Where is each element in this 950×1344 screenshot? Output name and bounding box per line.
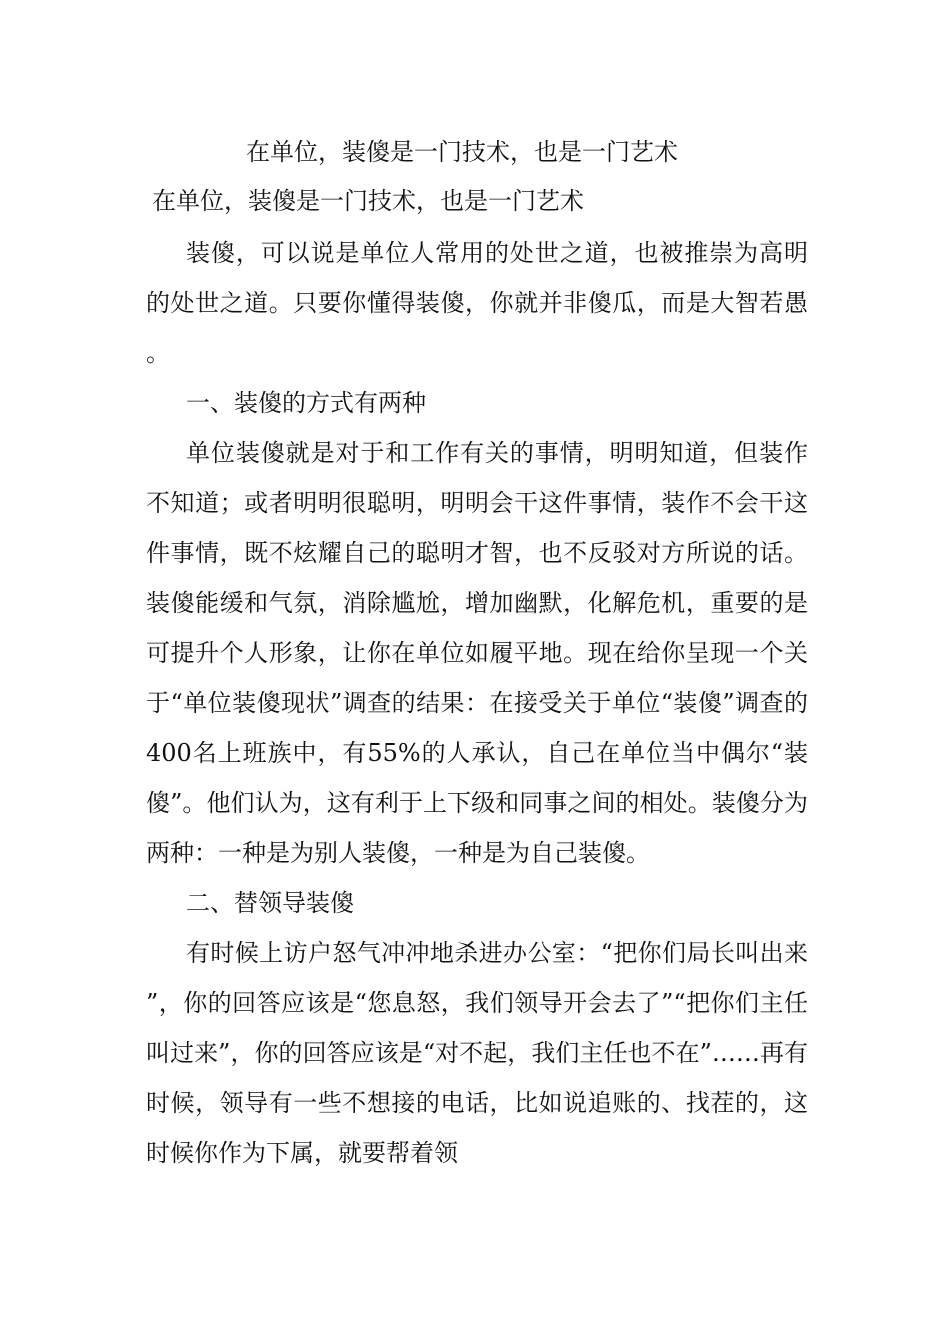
document-body [146, 228, 808, 1178]
section-heading-1: 一、装傻的方式有两种 [186, 389, 426, 417]
section-heading-2: 二、替领导装傻 [186, 889, 354, 917]
document-title: 在单位，装傻是一门技术，也是一门艺术 [246, 138, 678, 166]
section-2-paragraph: 有时候上访户怒气冲冲地杀进办公室：“把你们局长叫出来”，你的回答应该是“您息怒，我们领导开会去了”“把你们主任叫过来”，你的回答应该是“对不起，我们主任也不在”……再有时候，领导有一些不想接的电话，比如说追账的、找茬的，这时候你作为下属，就要帮着领 [146, 939, 808, 1167]
intro-paragraph: 装傻，可以说是单位人常用的处世之道，也被推崇为高明的处世之道。只要你懂得装傻，你就并非傻瓜，而是大智若愚。 [146, 239, 808, 367]
document-subtitle: 在单位，装傻是一门技术，也是一门艺术 [152, 187, 584, 215]
section-1-paragraph: 单位装傻就是对于和工作有关的事情，明明知道，但装作不知道；或者明明很聪明，明明会干这件事情，装作不会干这件事情，既不炫耀自己的聪明才智，也不反驳对方所说的话。装傻能缓和气氛，消除尴尬，增加幽默，化解危机，重要的是可提升个人形象，让你在单位如履平地。现在给你呈现一个关于“单位装傻现状”调查的结果：在接受关于单位“装傻”调查的400名上班族中，有55%的人承认，自己在单位当中偶尔“装傻”。他们认为，这有利于上下级和同事之间的相处。装傻分为两种：一种是为别人装傻，一种是为自己装傻。 [146, 439, 808, 867]
